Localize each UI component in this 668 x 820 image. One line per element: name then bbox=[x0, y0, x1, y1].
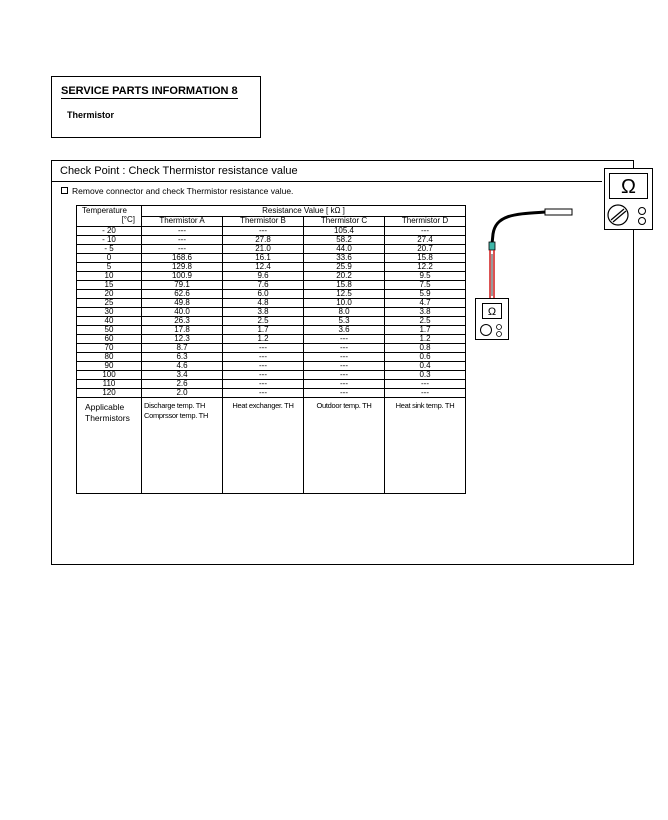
multimeter-large bbox=[604, 168, 653, 230]
applicable-label-cell bbox=[77, 398, 142, 494]
ohm-display-large: Ω bbox=[609, 173, 648, 199]
temperature-header-label: Temperature bbox=[82, 206, 127, 215]
table-row bbox=[77, 380, 466, 389]
temperature-cell: 50 bbox=[77, 326, 142, 335]
resistance-cell: 4.6 bbox=[142, 362, 223, 371]
temperature-cell: 60 bbox=[77, 335, 142, 344]
instruction-text: Remove connector and check Thermistor resistance value. bbox=[72, 186, 294, 196]
page-title: SERVICE PARTS INFORMATION 8 bbox=[61, 85, 238, 97]
resistance-cell: 8.0 bbox=[304, 308, 385, 317]
temperature-cell: - 5 bbox=[77, 245, 142, 254]
resistance-cell: 0.3 bbox=[385, 371, 466, 380]
table-row bbox=[77, 362, 466, 371]
resistance-cell: 44.0 bbox=[304, 245, 385, 254]
resistance-cell: 7.6 bbox=[223, 281, 304, 290]
ohm-display: Ω bbox=[482, 303, 502, 319]
resistance-cell: 20.7 bbox=[385, 245, 466, 254]
resistance-cell: --- bbox=[223, 389, 304, 398]
resistance-cell: --- bbox=[223, 353, 304, 362]
temperature-cell: 80 bbox=[77, 353, 142, 362]
resistance-cell: --- bbox=[304, 371, 385, 380]
table-row bbox=[77, 227, 466, 236]
resistance-cell: 6.0 bbox=[223, 290, 304, 299]
resistance-cell: 3.8 bbox=[385, 308, 466, 317]
table-row bbox=[77, 236, 466, 245]
temperature-cell: 15 bbox=[77, 281, 142, 290]
resistance-cell: 3.6 bbox=[304, 326, 385, 335]
resistance-cell: --- bbox=[223, 380, 304, 389]
resistance-cell: --- bbox=[142, 236, 223, 245]
table-row bbox=[77, 371, 466, 380]
resistance-cell: 8.7 bbox=[142, 344, 223, 353]
resistance-cell: 27.4 bbox=[385, 236, 466, 245]
resistance-cell: 3.4 bbox=[142, 371, 223, 380]
resistance-cell: --- bbox=[304, 335, 385, 344]
resistance-cell: --- bbox=[304, 389, 385, 398]
temperature-cell: 90 bbox=[77, 362, 142, 371]
resistance-cell: 27.8 bbox=[223, 236, 304, 245]
applicable-thermistor-cell bbox=[223, 398, 304, 494]
resistance-cell: 15.8 bbox=[385, 254, 466, 263]
column-header: Thermistor A bbox=[142, 216, 223, 227]
resistance-cell: 25.9 bbox=[304, 263, 385, 272]
checkbox-square-icon bbox=[61, 187, 68, 194]
table-row bbox=[77, 281, 466, 290]
resistance-cell: 49.8 bbox=[142, 299, 223, 308]
table-row bbox=[77, 290, 466, 299]
applicable-thermistor-cell bbox=[304, 398, 385, 494]
resistance-cell: 3.8 bbox=[223, 308, 304, 317]
resistance-cell: --- bbox=[304, 353, 385, 362]
resistance-cell: 33.6 bbox=[304, 254, 385, 263]
applicable-thermistor-text bbox=[225, 398, 301, 411]
temperature-cell: 120 bbox=[77, 389, 142, 398]
resistance-cell: 12.3 bbox=[142, 335, 223, 344]
applicable-thermistor-line: Discharge temp. TH bbox=[144, 401, 206, 410]
resistance-cell: 5.3 bbox=[304, 317, 385, 326]
divider bbox=[52, 181, 602, 182]
resistance-cell: 2.5 bbox=[223, 317, 304, 326]
temperature-cell: 5 bbox=[77, 263, 142, 272]
resistance-cell: 2.5 bbox=[385, 317, 466, 326]
resistance-cell: 6.3 bbox=[142, 353, 223, 362]
table-row bbox=[77, 245, 466, 254]
resistance-cell: --- bbox=[385, 227, 466, 236]
column-header: Thermistor B bbox=[223, 216, 304, 227]
temperature-cell: 25 bbox=[77, 299, 142, 308]
column-header: Thermistor D bbox=[385, 216, 466, 227]
multimeter-dial-icon-large bbox=[605, 169, 654, 231]
table-row bbox=[77, 263, 466, 272]
resistance-cell: --- bbox=[223, 371, 304, 380]
temperature-cell: 20 bbox=[77, 290, 142, 299]
table-body bbox=[77, 227, 466, 398]
applicable-thermistor-text bbox=[387, 398, 463, 411]
resistance-cell: 62.6 bbox=[142, 290, 223, 299]
temperature-cell: 0 bbox=[77, 254, 142, 263]
temperature-cell: - 20 bbox=[77, 227, 142, 236]
temperature-cell: 70 bbox=[77, 344, 142, 353]
resistance-cell: 1.2 bbox=[223, 335, 304, 344]
temperature-cell: - 10 bbox=[77, 236, 142, 245]
resistance-cell: 1.7 bbox=[385, 326, 466, 335]
temperature-cell: 100 bbox=[77, 371, 142, 380]
resistance-cell: --- bbox=[385, 380, 466, 389]
applicable-thermistor-line: Heat sink temp. TH bbox=[395, 401, 455, 410]
resistance-cell: 100.9 bbox=[142, 272, 223, 281]
resistance-cell: 17.8 bbox=[142, 326, 223, 335]
resistance-cell: 129.8 bbox=[142, 263, 223, 272]
temperature-header bbox=[77, 206, 142, 227]
title-box bbox=[51, 76, 261, 138]
temperature-cell: 110 bbox=[77, 380, 142, 389]
resistance-cell: 9.5 bbox=[385, 272, 466, 281]
table-row bbox=[77, 344, 466, 353]
resistance-cell: --- bbox=[385, 389, 466, 398]
instruction bbox=[61, 186, 293, 196]
temperature-cell: 10 bbox=[77, 272, 142, 281]
table-row bbox=[77, 254, 466, 263]
resistance-cell: --- bbox=[223, 344, 304, 353]
resistance-cell: 0.8 bbox=[385, 344, 466, 353]
resistance-cell: --- bbox=[142, 245, 223, 254]
page-subtitle: Thermistor bbox=[67, 110, 115, 120]
resistance-cell: 1.2 bbox=[385, 335, 466, 344]
resistance-cell: --- bbox=[223, 362, 304, 371]
applicable-thermistor-cell bbox=[142, 398, 223, 494]
resistance-cell: 26.3 bbox=[142, 317, 223, 326]
resistance-cell: 10.0 bbox=[304, 299, 385, 308]
resistance-cell: 0.6 bbox=[385, 353, 466, 362]
temperature-cell: 30 bbox=[77, 308, 142, 317]
resistance-cell: 16.1 bbox=[223, 254, 304, 263]
resistance-cell: 20.2 bbox=[304, 272, 385, 281]
resistance-cell: 168.6 bbox=[142, 254, 223, 263]
table-row bbox=[77, 299, 466, 308]
resistance-cell: 9.6 bbox=[223, 272, 304, 281]
resistance-cell: 12.4 bbox=[223, 263, 304, 272]
resistance-cell: 0.4 bbox=[385, 362, 466, 371]
resistance-cell: 1.7 bbox=[223, 326, 304, 335]
resistance-cell: 15.8 bbox=[304, 281, 385, 290]
multimeter-small bbox=[475, 298, 509, 340]
resistance-cell: --- bbox=[142, 227, 223, 236]
resistance-cell: 58.2 bbox=[304, 236, 385, 245]
resistance-cell: --- bbox=[304, 362, 385, 371]
resistance-cell: 12.5 bbox=[304, 290, 385, 299]
table-row bbox=[77, 335, 466, 344]
temperature-header-unit: [°C] bbox=[121, 215, 135, 224]
table-row bbox=[77, 353, 466, 362]
resistance-cell: 105.4 bbox=[304, 227, 385, 236]
resistance-cell: 12.2 bbox=[385, 263, 466, 272]
resistance-cell: 40.0 bbox=[142, 308, 223, 317]
check-point-box bbox=[51, 160, 634, 565]
column-header: Thermistor C bbox=[304, 216, 385, 227]
resistance-cell: 4.8 bbox=[223, 299, 304, 308]
resistance-cell: 21.0 bbox=[223, 245, 304, 254]
multimeter-dial-icon bbox=[476, 299, 510, 341]
resistance-cell: 4.7 bbox=[385, 299, 466, 308]
resistance-cell: 79.1 bbox=[142, 281, 223, 290]
applicable-thermistor-line: Outdoor temp. TH bbox=[316, 401, 372, 410]
resistance-cell: 7.5 bbox=[385, 281, 466, 290]
applicable-thermistor-text bbox=[144, 398, 220, 421]
resistance-table bbox=[76, 205, 466, 494]
resistance-cell: 2.6 bbox=[142, 380, 223, 389]
resistance-cell: 2.0 bbox=[142, 389, 223, 398]
table-row bbox=[77, 272, 466, 281]
resistance-header: Resistance Value [ kΩ ] bbox=[142, 206, 466, 217]
applicable-thermistor-cell bbox=[385, 398, 466, 494]
applicable-label: Applicable Thermistors bbox=[85, 402, 130, 423]
resistance-cell: --- bbox=[223, 227, 304, 236]
table-row bbox=[77, 326, 466, 335]
applicable-thermistor-text bbox=[306, 398, 382, 411]
table-row bbox=[77, 389, 466, 398]
resistance-cell: --- bbox=[304, 380, 385, 389]
table-row bbox=[77, 317, 466, 326]
resistance-cell: 5.9 bbox=[385, 290, 466, 299]
applicable-thermistor-line: Comprssor temp. TH bbox=[144, 411, 209, 420]
resistance-cell: --- bbox=[304, 344, 385, 353]
temperature-cell: 40 bbox=[77, 317, 142, 326]
check-point-title: Check Point : Check Thermistor resistance value bbox=[60, 165, 298, 177]
applicable-row bbox=[77, 398, 466, 494]
applicable-thermistor-line: Heat exchanger. TH bbox=[232, 401, 294, 410]
table-row bbox=[77, 308, 466, 317]
